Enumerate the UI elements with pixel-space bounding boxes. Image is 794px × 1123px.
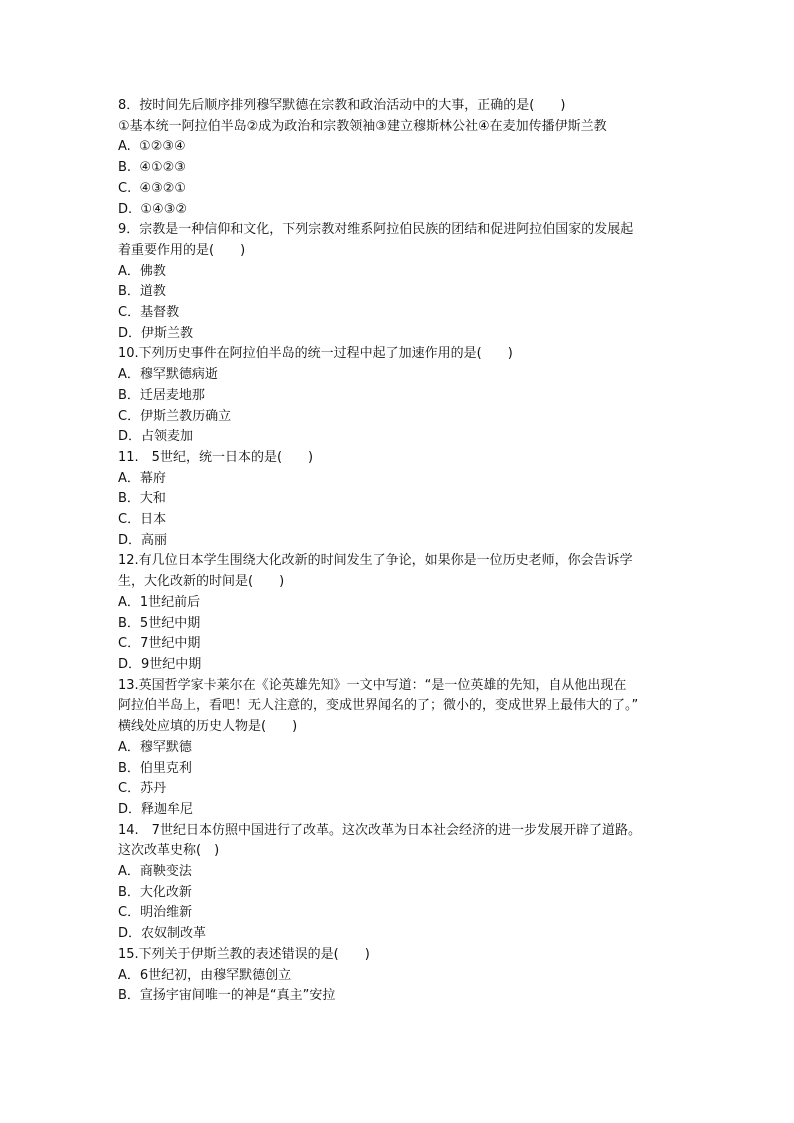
answer-option: A．商鞅变法	[118, 864, 192, 880]
question-14	[118, 821, 678, 945]
answer-option: B. ④①②③	[118, 160, 186, 176]
question-13	[118, 676, 678, 821]
answer-option: A．幕府	[118, 470, 166, 486]
answer-option: D．占领麦加	[118, 429, 194, 445]
exam-page	[118, 96, 678, 1007]
answer-option: B．宣扬宇宙间唯一的神是“真主”安拉	[118, 988, 336, 1004]
question-stem-line: 生，大化改新的时间是( )	[118, 574, 285, 590]
question-stem-line: 11. 5世纪，统一日本的是( )	[118, 449, 314, 465]
answer-option: D．9世纪中期	[118, 656, 202, 672]
answer-option: A. ①②③④	[118, 139, 186, 155]
answer-option: C. ④③②①	[118, 180, 187, 196]
answer-option: B．迁居麦地那	[118, 387, 205, 403]
answer-option: D．伊斯兰教	[118, 325, 194, 341]
answer-option: B．道教	[118, 284, 166, 300]
answer-option: D．农奴制改革	[118, 926, 207, 942]
question-stem-line: ①基本统一阿拉伯半岛②成为政治和宗教领袖③建立穆斯林公社④在麦加传播伊斯兰教	[118, 118, 607, 134]
question-10	[118, 344, 678, 448]
answer-option: A．6世纪初，由穆罕默德创立	[118, 967, 292, 983]
answer-option: C．明治维新	[118, 905, 193, 921]
answer-option: A．1世纪前后	[118, 594, 201, 610]
answer-option: B．大化改新	[118, 884, 192, 900]
answer-option: C．7世纪中期	[118, 636, 201, 652]
question-stem-line: 着重要作用的是( )	[118, 242, 246, 258]
answer-option: A．佛教	[118, 263, 166, 279]
question-stem-line: 阿拉伯半岛上，看吧！无人注意的，变成世界闻名的了；微小的，变成世界上最伟大的了。”	[118, 698, 639, 714]
question-stem-line: 横线处应填的历史人物是( )	[118, 719, 298, 735]
question-stem-line: 8．按时间先后顺序排列穆罕默德在宗教和政治活动中的大事，正确的是( )	[118, 98, 566, 113]
answer-option: A．穆罕默德	[118, 739, 192, 755]
question-stem-line: 13.英国哲学家卡莱尔在《论英雄先知》一文中写道：“是一位英雄的先知，自从他出现在	[118, 677, 627, 693]
answer-option: B．大和	[118, 491, 166, 507]
answer-option: A．穆罕默德病逝	[118, 367, 218, 383]
answer-option: C．苏丹	[118, 781, 167, 797]
answer-option: C．伊斯兰教历确立	[118, 408, 232, 424]
answer-option: D．释迦牟尼	[118, 801, 194, 817]
question-15	[118, 945, 678, 1007]
answer-option: D. ①④③②	[118, 201, 188, 217]
question-stem-line: 10.下列历史事件在阿拉伯半岛的统一过程中起了加速作用的是( )	[118, 346, 513, 362]
question-11	[118, 448, 678, 552]
question-stem-line: 12.有几位日本学生围绕大化改新的时间发生了争论，如果你是一位历史老师，你会告诉学	[118, 553, 633, 569]
answer-option: C．日本	[118, 512, 167, 528]
question-8	[118, 96, 678, 220]
question-stem-line: 14. 7世纪日本仿照中国进行了改革。这次改革为日本社会经济的进一步发展开辟了道路。	[118, 822, 641, 838]
question-stem-line: 9．宗教是一种信仰和文化，下列宗教对维系阿拉伯民族的团结和促进阿拉伯国家的发展起	[118, 222, 634, 238]
answer-option: C．基督教	[118, 305, 180, 321]
question-9	[118, 220, 678, 344]
answer-option: B．5世纪中期	[118, 615, 201, 631]
question-stem-line: 这次改革史称( )	[118, 843, 220, 859]
answer-option: B．伯里克利	[118, 760, 192, 776]
question-12	[118, 551, 678, 675]
question-stem-line: 15.下列关于伊斯兰教的表述错误的是( )	[118, 946, 370, 962]
answer-option: D．高丽	[118, 532, 168, 548]
